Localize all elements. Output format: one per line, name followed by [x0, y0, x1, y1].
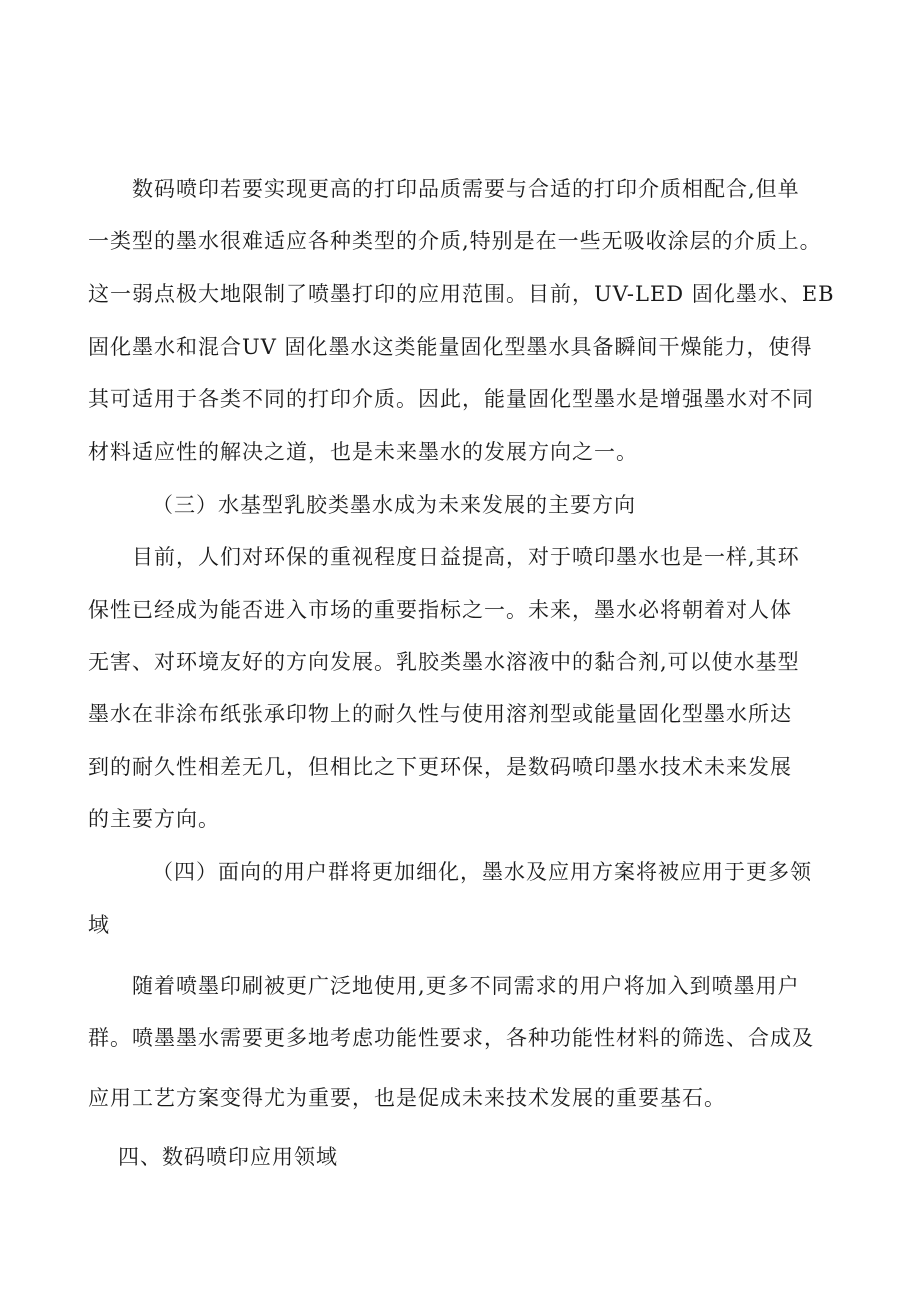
text-line: 这一弱点极大地限制了喷墨打印的应用范围。目前，UV-LED 固化墨水、EB — [88, 282, 835, 306]
section-heading: 域 — [88, 913, 110, 937]
text-line: 应用工艺方案变得尤为重要，也是促成未来技术发展的重要基石。 — [88, 1086, 726, 1110]
text-line: 一类型的墨水很难适应各种类型的介质,特别是在一些无吸收涂层的介质上。 — [88, 229, 822, 253]
text-line: 群。喷墨墨水需要更多地考虑功能性要求，各种功能性材料的筛选、合成及 — [88, 1026, 814, 1050]
text-line: 数码喷印若要实现更高的打印品质需要与合适的打印介质相配合,但单 — [132, 177, 800, 201]
text-line: 到的耐久性相差无几，但相比之下更环保，是数码喷印墨水技术未来发展 — [88, 755, 792, 779]
text-line: 随着喷墨印刷被更广泛地使用,更多不同需求的用户将加入到喷墨用户 — [132, 974, 800, 998]
section-heading: （三）水基型乳胶类墨水成为未来发展的主要方向 — [152, 493, 636, 517]
text-line: 其可适用于各类不同的打印介质。因此，能量固化型墨水是增强墨水对不同 — [88, 387, 814, 411]
section-heading: （四）面向的用户群将更加细化，墨水及应用方案将被应用于更多领 — [152, 860, 812, 884]
text-line: 的主要方向。 — [88, 807, 220, 831]
text-line: 固化墨水和混合UV 固化墨水这类能量固化型墨水具备瞬间干燥能力，使得 — [88, 335, 813, 359]
text-line: 无害、对环境友好的方向发展。乳胶类墨水溶液中的黏合剂,可以使水基型 — [88, 650, 800, 674]
text-line: 材料适应性的解决之道，也是未来墨水的发展方向之一。 — [88, 440, 638, 464]
chapter-heading: 四、数码喷印应用领域 — [118, 1145, 338, 1169]
text-line: 墨水在非涂布纸张承印物上的耐久性与使用溶剂型或能量固化型墨水所达 — [88, 702, 792, 726]
text-line: 目前，人们对环保的重视程度日益提高，对于喷印墨水也是一样,其环 — [132, 545, 800, 569]
text-line: 保性已经成为能否进入市场的重要指标之一。未来，墨水必将朝着对人体 — [88, 598, 792, 622]
